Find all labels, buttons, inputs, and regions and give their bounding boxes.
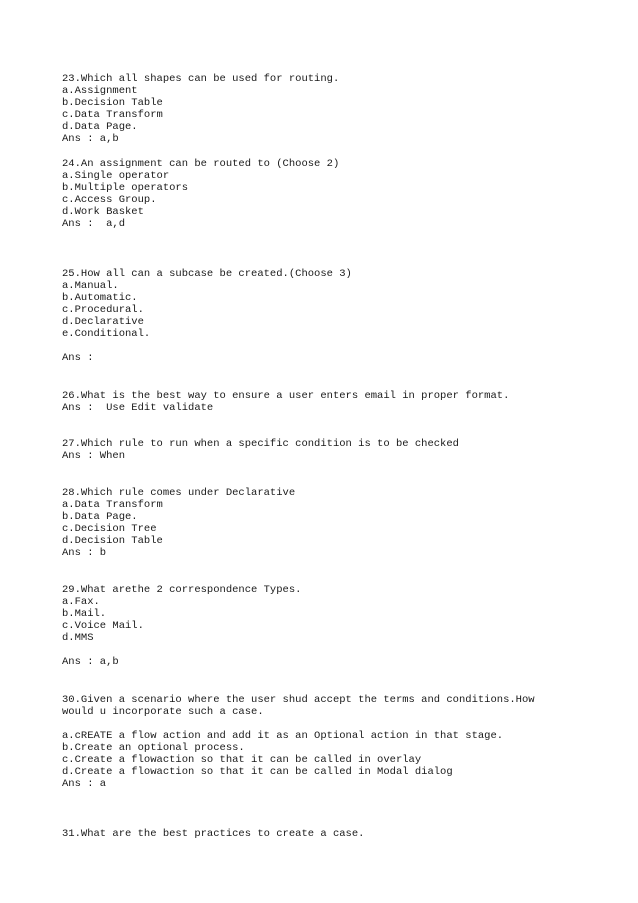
- question-24-option-c: c.Access Group.: [62, 194, 157, 206]
- question-23-option-a: a.Assignment: [62, 85, 138, 97]
- question-28: 28.Which rule comes under Declarative: [62, 487, 296, 499]
- question-24-answer: Ans : a,d: [62, 218, 126, 230]
- question-30-option-d: d.Create a flowaction so that it can be called in Modal dialog: [62, 766, 453, 778]
- question-23-option-b: b.Decision Table: [62, 97, 163, 109]
- question-24-option-b: b.Multiple operators: [62, 182, 189, 194]
- question-27-answer: Ans : When: [62, 450, 126, 462]
- question-28-option-b: b.Data Page.: [62, 511, 138, 523]
- question-26: 26.What is the best way to ensure a user enters email in proper format.: [62, 390, 510, 402]
- question-29: 29.What arethe 2 correspondence Types.: [62, 584, 302, 596]
- question-28-option-d: d.Decision Table: [62, 535, 163, 547]
- question-29-option-a: a.Fax.: [62, 596, 100, 608]
- question-24: 24.An assignment can be routed to (Choose 2): [62, 158, 340, 170]
- question-26-answer: Ans : Use Edit validate: [62, 402, 214, 414]
- question-25-answer: Ans :: [62, 352, 94, 364]
- question-30-continued: would u incorporate such a case.: [62, 706, 264, 718]
- question-28-option-a: a.Data Transform: [62, 499, 163, 511]
- question-30-option-b: b.Create an optional process.: [62, 742, 245, 754]
- question-25-option-a: a.Manual.: [62, 280, 119, 292]
- question-23-option-d: d.Data Page.: [62, 121, 138, 133]
- question-29-option-c: c.Voice Mail.: [62, 620, 144, 632]
- question-28-option-c: c.Decision Tree: [62, 523, 157, 535]
- question-30: 30.Given a scenario where the user shud accept the terms and conditions.How: [62, 694, 535, 706]
- question-25-option-b: b.Automatic.: [62, 292, 138, 304]
- question-28-answer: Ans : b: [62, 547, 107, 559]
- question-30-option-a: a.cREATE a flow action and add it as an Optional action in that stage.: [62, 730, 504, 742]
- question-27: 27.Which rule to run when a specific condition is to be checked: [62, 438, 459, 450]
- question-29-option-b: b.Mail.: [62, 608, 107, 620]
- question-25-option-c: c.Procedural.: [62, 304, 144, 316]
- question-25-option-e: e.Conditional.: [62, 328, 151, 340]
- question-29-answer: Ans : a,b: [62, 656, 119, 668]
- question-30-answer: Ans : a: [62, 778, 107, 790]
- question-29-option-d: d.MMS: [62, 632, 94, 644]
- question-25: 25.How all can a subcase be created.(Choose 3): [62, 268, 352, 280]
- question-31: 31.What are the best practices to create a case.: [62, 828, 365, 840]
- question-23-option-c: c.Data Transform: [62, 109, 163, 121]
- question-30-option-c: c.Create a flowaction so that it can be called in overlay: [62, 754, 422, 766]
- question-23: 23.Which all shapes can be used for routing.: [62, 73, 340, 85]
- question-23-answer: Ans : a,b: [62, 133, 119, 145]
- question-24-option-a: a.Single operator: [62, 170, 170, 182]
- question-24-option-d: d.Work Basket: [62, 206, 144, 218]
- question-25-option-d: d.Declarative: [62, 316, 144, 328]
